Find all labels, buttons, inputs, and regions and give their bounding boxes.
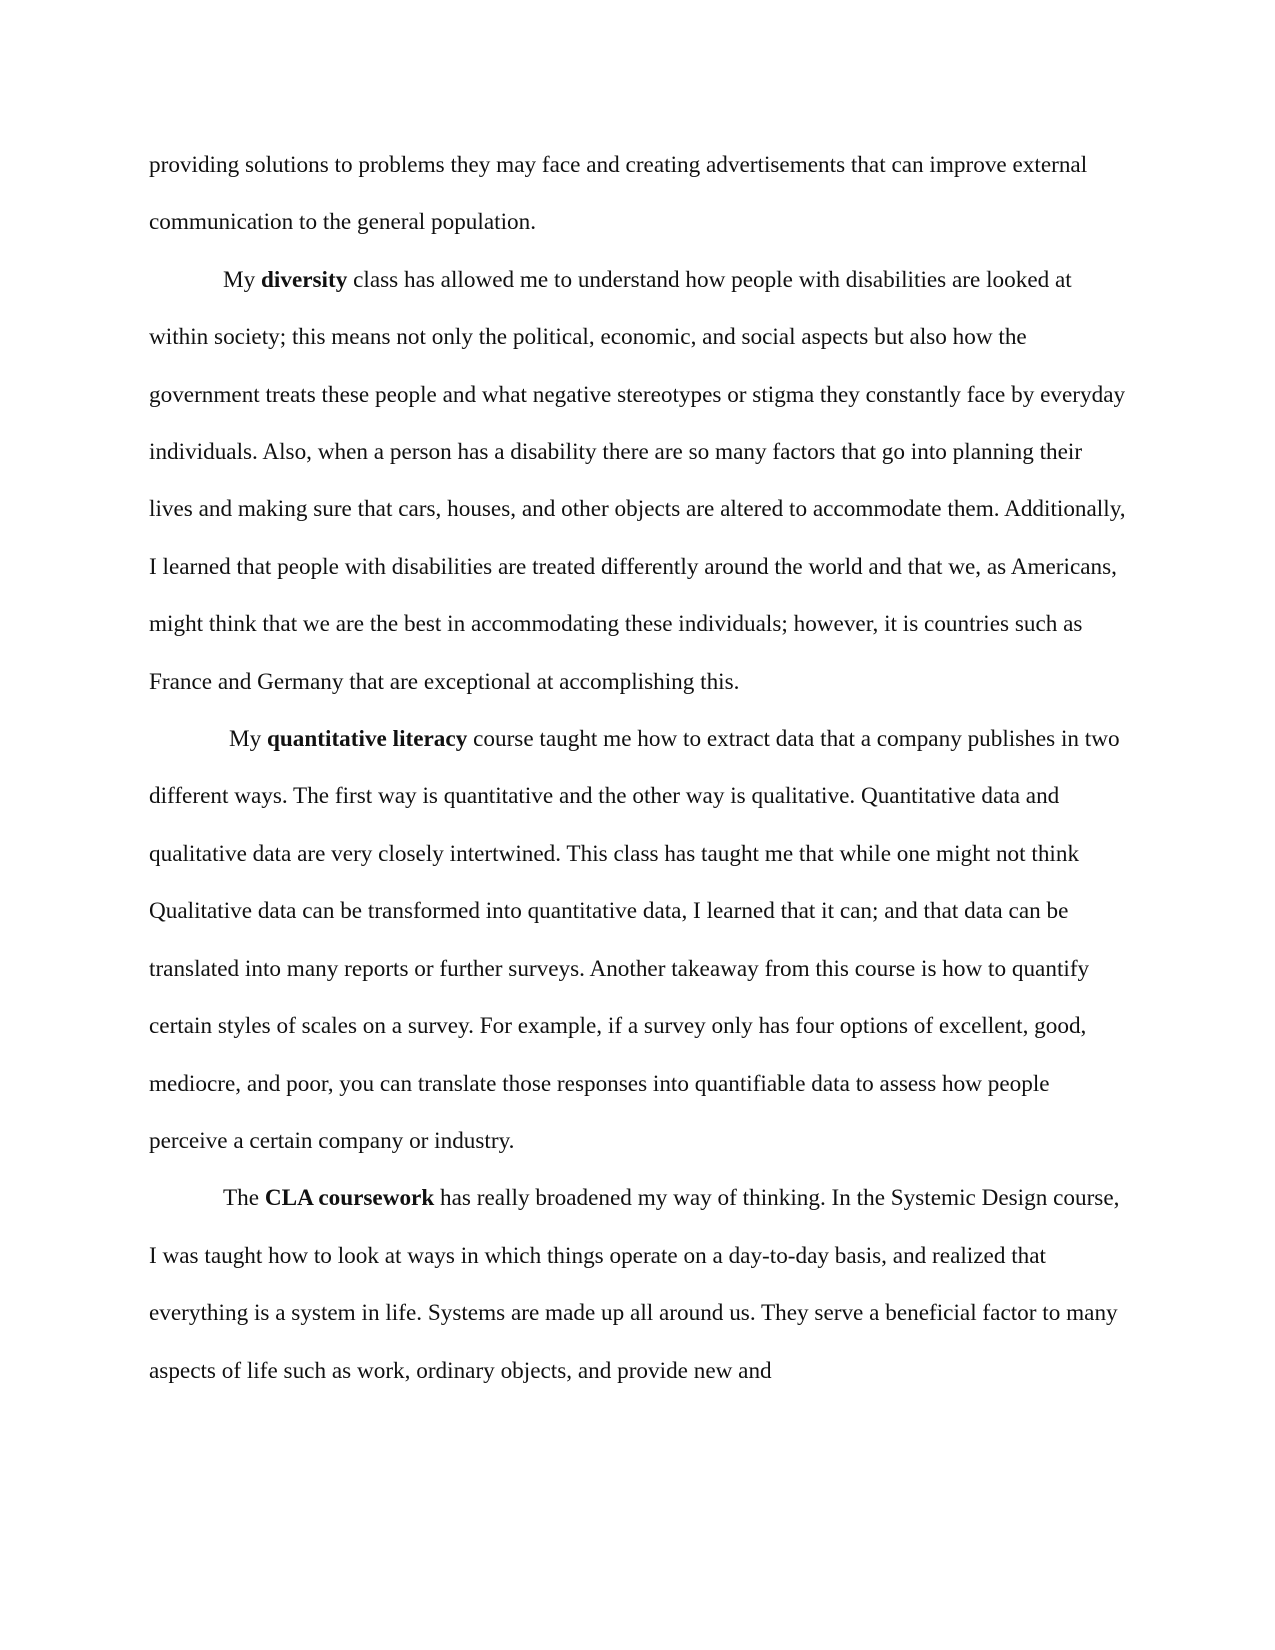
paragraph-diversity-text: class has allowed me to understand how people with disabilities are looked at within society; this means not only the political, economic, and social aspects but also how the government treats these people and what negative stereotypes or stigma they constantly face by everyday individuals. Also, when a person has a disability there are so many factors that go into planning their lives and making sure that cars, houses, and other objects are altered to accommodate them. Additionally, I learned that people with disabilities are treated differently around the world and that we, as Americans, might think that we are the best in accommodating these individuals; however, it is countries such as France and Germany that are exceptional at accomplishing this. (149, 266, 1126, 695)
paragraph-cla-text: has really broadened my way of thinking. In the Systemic Design course, I was taught how to look at ways in which things operate on a day-to-day basis, and realized that everything is a system in life. Systems are made up all around us. They serve a beneficial factor to many aspects of life such as work, ordinary objects, and provide new and (149, 1185, 1120, 1384)
quantitative-literacy-term: quantitative literacy (267, 726, 468, 753)
paragraph-cla-lead: The (223, 1185, 265, 1212)
paragraph-quantitative-literacy (149, 711, 1129, 1170)
paragraph-diversity (149, 252, 1129, 711)
paragraph-continuation: providing solutions to problems they may face and creating advertisements that can improve external communication to the general population. (149, 152, 1088, 236)
paragraph-quantitative-text: course taught me how to extract data that a company publishes in two different ways. The first way is quantitative and the other way is qualitative. Quantitative data and qualitative data are very closely intertwined. This class has taught me that while one might not think Qualitative data can be transformed into quantitative data, I learned that it can; and that data can be translated into many reports or further surveys. Another takeaway from this course is how to quantify certain styles of scales on a survey. For example, if a survey only has four options of excellent, good, mediocre, and poor, you can translate those responses into quantifiable data to assess how people perceive a certain company or industry. (149, 726, 1120, 1154)
paragraph-diversity-lead: My (223, 266, 262, 293)
cla-coursework-term: CLA coursework (264, 1185, 435, 1212)
paragraph-quantitative-lead: My (229, 726, 268, 753)
diversity-term: diversity (261, 266, 348, 293)
document-body (149, 137, 1129, 1400)
paragraph-cla-coursework (149, 1170, 1129, 1400)
